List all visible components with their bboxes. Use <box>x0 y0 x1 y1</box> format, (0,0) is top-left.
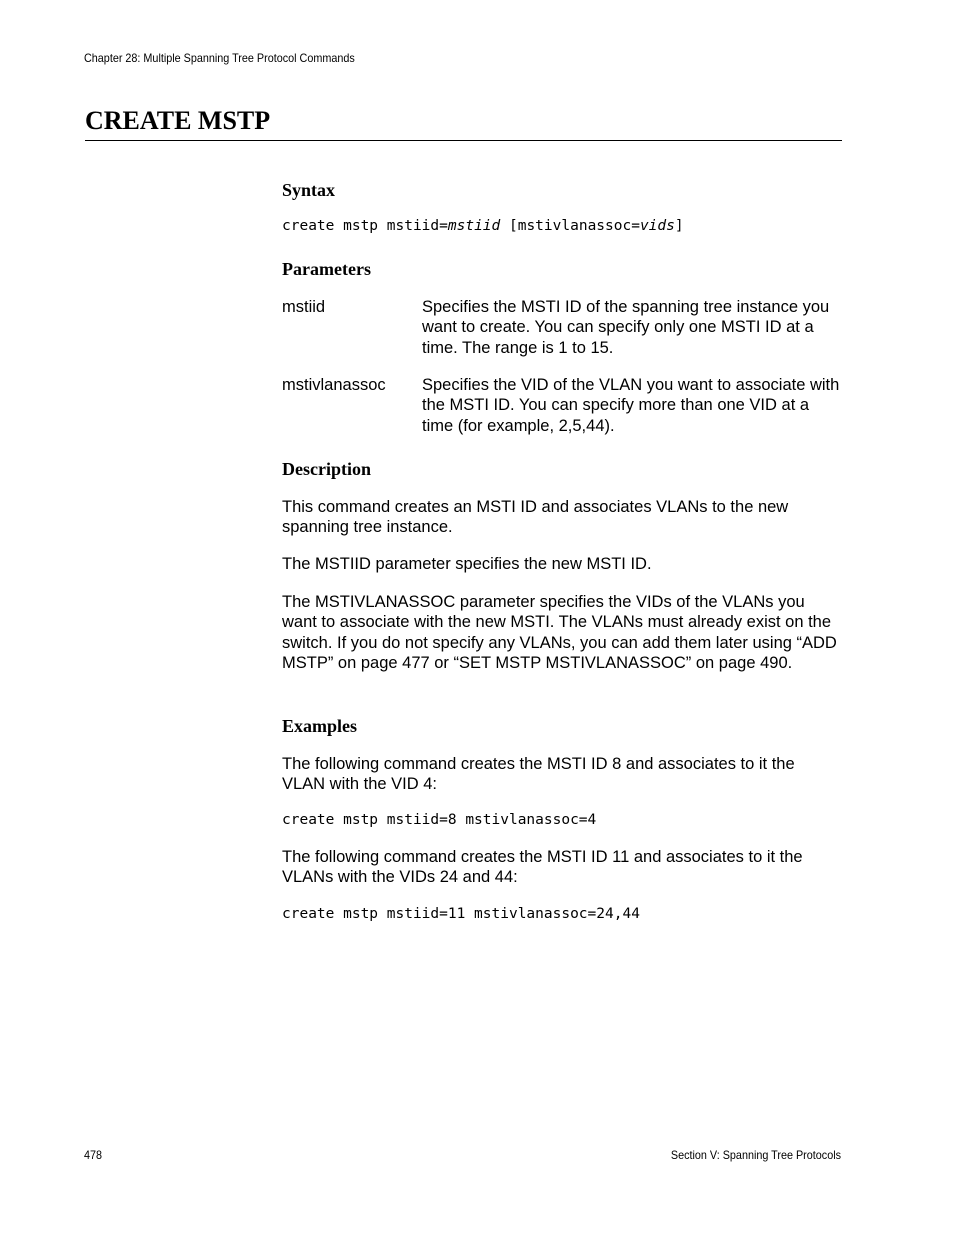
examples-heading: Examples <box>282 716 358 736</box>
param-name-mstiid: mstiid <box>282 298 326 316</box>
example-code: create mstp mstiid=11 mstivlanassoc=24,44 <box>282 906 640 922</box>
running-header: Chapter 28: Multiple Spanning Tree Protocol Commands <box>84 51 355 65</box>
title-rule <box>85 140 842 141</box>
syntax-heading: Syntax <box>282 180 336 200</box>
syntax-command-prefix: create mstp mstiid= <box>282 218 448 234</box>
description-paragraph: The MSTIVLANASSOC parameter specifies the VIDs of the VLANs you want to associate with the new MSTI. The VLANs must already exist on the switch. If you do not specify any VLANs, you can add them later using “ADD MSTP” on page 477 or “SET MSTP MSTIVLANASSOC” on page 490. <box>282 593 837 672</box>
example-text: The following command creates the MSTI ID 11 and associates to it the VLANs with the VIDs 24 and 44: <box>282 848 803 887</box>
footer-section: Section V: Spanning Tree Protocols <box>670 1148 841 1162</box>
syntax-arg-vids: vids <box>639 218 675 234</box>
syntax-command-suffix: ] <box>674 218 684 234</box>
syntax-arg-mstiid: mstiid <box>447 218 501 234</box>
param-desc-mstivlanassoc: Specifies the VID of the VLAN you want to associate with the MSTI ID. You can specify more than one VID at a time (for example, 2,5,44). <box>422 376 840 435</box>
page-number: 478 <box>84 1148 103 1162</box>
syntax-command <box>282 217 684 235</box>
example-code: create mstp mstiid=8 mstivlanassoc=4 <box>282 812 597 828</box>
param-name-mstivlanassoc: mstivlanassoc <box>282 376 386 394</box>
description-heading: Description <box>282 459 371 479</box>
example-text: The following command creates the MSTI ID 8 and associates to it the VLAN with the VID 4: <box>282 755 795 794</box>
description-paragraph: This command creates an MSTI ID and associates VLANs to the new spanning tree instance. <box>282 498 789 537</box>
syntax-command-mid: [mstivlanassoc= <box>500 218 640 234</box>
page-title: CREATE MSTP <box>85 106 271 135</box>
parameters-heading: Parameters <box>282 259 371 279</box>
description-paragraph: The MSTIID parameter specifies the new MSTI ID. <box>282 555 652 573</box>
param-desc-mstiid: Specifies the MSTI ID of the spanning tree instance you want to create. You can specify only one MSTI ID at a time. The range is 1 to 15. <box>422 298 830 357</box>
